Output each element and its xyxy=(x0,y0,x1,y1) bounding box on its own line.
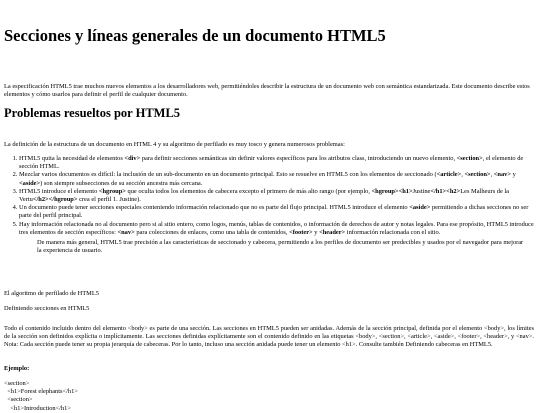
item-text: que oculta todos los elementos de cabecera excepto el primero de más alto rango (por ejemplo, xyxy=(125,187,372,195)
code-tag: <nav> xyxy=(493,171,512,179)
code-tag: <div> xyxy=(124,155,141,162)
code-tag: <hgroup><h1> xyxy=(371,187,413,195)
item-text: Mezclar varios documentos es difícil: la inclusión de un sub-documento en un documento principal. Esto se resuelve en HTML5 con los elementos de seccionado ( xyxy=(19,171,437,179)
problems-lead: La definición de la estructura de un documento en HTML 4 y su algoritmo de perfilado es muy tosco y genera numerosos problemas: xyxy=(4,141,345,148)
item-text: HTML5 introduce el elemento xyxy=(19,187,99,195)
code-tag: </h2></hgroup> xyxy=(32,196,78,204)
item-text: y xyxy=(312,228,320,236)
item-text: , xyxy=(461,171,465,179)
example-label xyxy=(4,365,534,373)
section-heading-problems: Problemas resueltos por HTML5 xyxy=(4,106,181,120)
code-tag: <section> xyxy=(456,155,483,162)
item-text: crea el perfil 1. Justine). xyxy=(77,196,141,204)
item-text: , xyxy=(490,171,494,179)
item-text: ) son siempre subsecciones de su sección ancestra más cercana. xyxy=(40,179,203,187)
list-item xyxy=(19,221,536,237)
item-text: Les Malheurs de la Vertu xyxy=(19,187,510,204)
item-text: para definir secciones semánticas sin definir valores específicos para los atributos class, introduciendo un nuevo elemento, xyxy=(140,155,457,162)
closing-blockquote: De manera más general, HTML5 trae precisión a las características de seccionado y cabecera, permitiendo a los perfiles de documento ser predecibles y usados por el navegador para mejorar la experiencia de usuario. xyxy=(37,239,524,255)
item-text: permitiendo a dichas secciones no ser parte del perfil principal. xyxy=(19,204,529,220)
item-text: Hay información relacionada no al documento pero si al sitio entero, como logos, menús, tablas de contenidos, o información de derechos de autor y notas legales. Para ese propósito, HTML5 introduce tres elementos de sección específicos: xyxy=(19,220,534,236)
body-paragraph: Todo el contenido incluido dentro del elemento <body> es parte de una sección. Las secciones en HTML5 pueden ser anidadas. Además de la sección principal, definida por el elemento <body>, los límites de la sección son definidos explícita o implícitamente. Las secciones definidas explícitamente son el contenido definido en las etiquetas <body>, <section>, <article>, <aside>, <footer>, <header>, y <nav>. Nota: Cada sección puede tener su propia jerarquía de cabeceras. Por lo tanto, incluso una sección anidada puede tener un elemento <h1>. Consulte también Definiendo cabeceras en HTML5. xyxy=(4,325,534,349)
item-text: Un documento puede tener secciones especiales conteniendo información relacionado que no es parte del flujo principal. HTML5 introduce el elemento xyxy=(19,204,410,212)
list-item xyxy=(19,155,536,171)
code-line: <section> xyxy=(4,396,33,404)
code-tag: <section> xyxy=(464,171,491,179)
item-text: para colecciones de enlaces, como una tabla de contenidos, xyxy=(134,228,290,236)
code-tag: <article> xyxy=(436,171,462,179)
code-tag: </h1><h2> xyxy=(430,187,461,195)
code-tag: <nav> xyxy=(117,228,135,236)
problems-list xyxy=(4,155,536,237)
list-item xyxy=(19,188,536,204)
item-text: Justine xyxy=(412,187,431,195)
code-tag: <header> xyxy=(319,228,346,236)
intro-paragraph: La especificación HTML5 trae muchos nuevos elementos a los desarrolladores web, permitiéndoles describir la estructura de un documento web con semántica estandarizada. Este documento describe estos elementos y cómo usarlos para definir el perfil de cualquier documento. xyxy=(4,83,530,99)
code-example xyxy=(4,380,534,413)
list-item xyxy=(19,204,536,220)
page-title: Secciones y líneas generales de un documento HTML5 xyxy=(4,26,386,45)
item-text: HTML5 quita la necesidad de elementos xyxy=(19,155,125,162)
code-line: <h1>Forest elephants</h1> xyxy=(4,388,78,396)
example-label-text: Ejemplo: xyxy=(4,365,30,372)
code-tag: <hgroup> xyxy=(98,187,126,195)
code-tag: <aside> xyxy=(409,204,431,212)
defining-sections-title: Definiendo secciones en HTML5 xyxy=(4,305,90,312)
item-text: , el elemento de sección HTML. xyxy=(19,155,524,171)
algorithm-title: El algoritmo de perfilado de HTML5 xyxy=(4,290,99,297)
code-line: <h1>Introduction</h1> xyxy=(4,404,71,412)
item-text: y xyxy=(511,171,516,179)
code-tag: <footer> xyxy=(289,228,313,236)
code-tag: <aside> xyxy=(19,179,41,187)
item-text: información relacionada con el sitio. xyxy=(345,228,441,236)
list-item xyxy=(19,171,536,187)
code-line: <section> xyxy=(4,380,30,387)
